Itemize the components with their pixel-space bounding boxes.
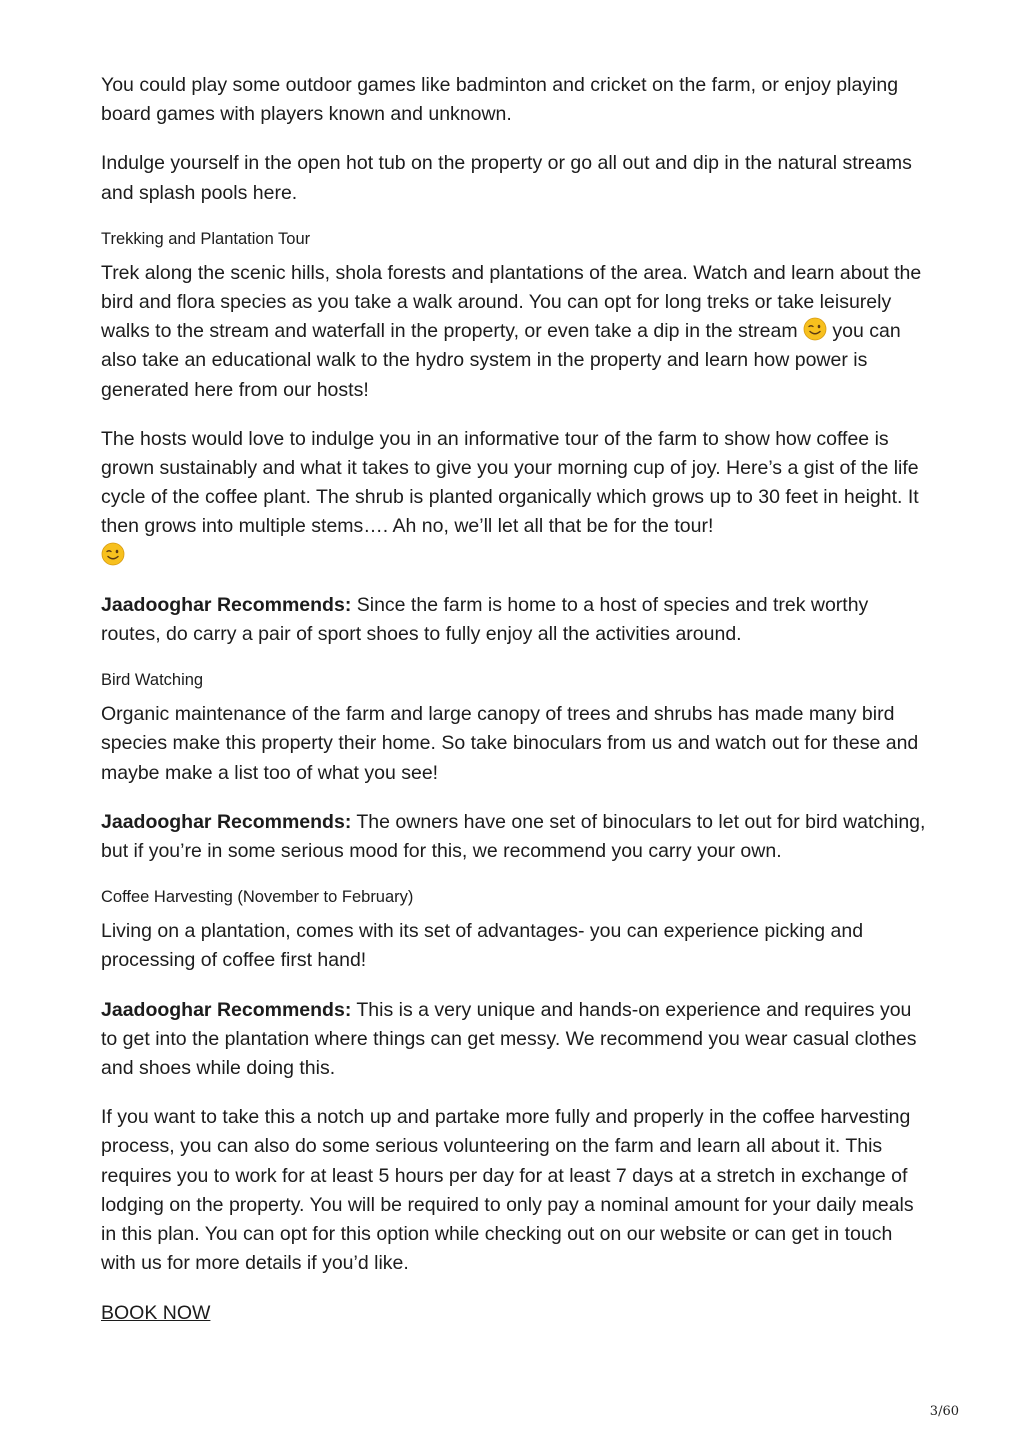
games-paragraph: You could play some outdoor games like badminton and cricket on the farm, or enjoy playing board games with players known and unknown. — [101, 74, 899, 126]
volunteering-paragraph: If you want to take this a notch up and partake more fully and properly in the coffee harvesting process, you can also do some serious volunteering on the farm and learn all about it. This requires you to work for at least 5 hours per day for at least 7 days at a stretch in exchange of lodging on the property. You will be required to only pay a nominal amount for your daily meals in this plan. You can opt for this option while checking out on our website or can get in touch with us for more details if you’d like. — [101, 1106, 914, 1275]
book-now-link[interactable]: BOOK NOW — [101, 1301, 211, 1324]
recommendation-text: Since the farm is home to a host of species and trek worthy routes, do carry a pair of sport shoes to fully enjoy all the activities around. — [101, 593, 869, 646]
trekking-heading: Trekking and Plantation Tour — [101, 229, 311, 248]
winking-face-icon — [101, 542, 125, 566]
article-body — [101, 71, 927, 1348]
farm-tour-text: The hosts would love to indulge you in an informative tour of the farm to show how coffee is grown sustainably and what it takes to give you your morning cup of joy. Here’s a gist of the life cycle of the coffee plant. The shrub is planted organically which grows up to 30 feet in height. It then grows into multiple stems…. Ah no, we’ll let all that be for the tour! — [101, 427, 919, 538]
bird-watching-heading: Bird Watching — [101, 671, 204, 690]
book-now-wrapper — [101, 1299, 927, 1328]
coffee-harvesting-heading: Coffee Harvesting (November to February) — [101, 888, 414, 907]
recommendation-label: Jaadooghar Recommends: — [101, 998, 352, 1021]
recommendation-text: This is a very unique and hands-on experience and requires you to get into the plantation where things can get messy. We recommend you wear casual clothes and shoes while doing this. — [101, 998, 917, 1080]
recommendation-text: The owners have one set of binoculars to let out for bird watching, but if you’re in some serious mood for this, we recommend you carry your own. — [101, 810, 926, 863]
page-number: 3/60 — [929, 1404, 959, 1419]
trekking-text-2: you can also take an educational walk to the hydro system in the property and learn how power is generated here from our hosts! — [101, 320, 901, 401]
hot-tub-paragraph: Indulge yourself in the open hot tub on the property or go all out and dip in the natural streams and splash pools here. — [101, 152, 912, 204]
bird-watching-paragraph: Organic maintenance of the farm and large canopy of trees and shrubs has made many bird species make this property their home. So take binoculars from us and watch out for these and maybe make a list too of what you see! — [101, 703, 919, 784]
recommendation-label: Jaadooghar Recommends: — [101, 593, 352, 616]
trekking-paragraph — [101, 259, 927, 405]
recommendation-label: Jaadooghar Recommends: — [101, 810, 352, 833]
bird-watching-recommendation — [101, 808, 927, 866]
trekking-recommendation — [101, 591, 927, 649]
trekking-text-1: Trek along the scenic hills, shola forests and plantations of the area. Watch and learn about the bird and flora species as you take a walk around. You can opt for long treks or take leisurely walks to the stream and waterfall in the property, or even take a dip in the stream — [101, 261, 922, 343]
winking-face-icon — [803, 317, 827, 341]
coffee-harvesting-recommendation — [101, 996, 927, 1084]
farm-tour-paragraph — [101, 425, 927, 571]
coffee-harvesting-paragraph: Living on a plantation, comes with its set of advantages- you can experience picking and processing of coffee first hand! — [101, 920, 864, 972]
